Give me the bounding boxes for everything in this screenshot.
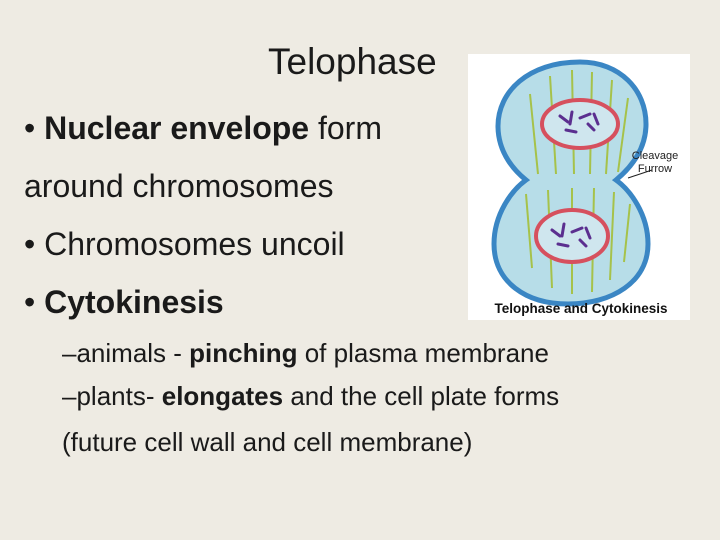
sub-dash: – xyxy=(62,381,77,411)
bullet-nuclear-envelope xyxy=(24,99,464,157)
bullet-chromosomes-uncoil xyxy=(24,215,464,273)
bullet-marker: • xyxy=(24,284,36,320)
label-line: Furrow xyxy=(637,163,673,175)
sub-text: plants- xyxy=(76,381,162,411)
sub-text: of plasma membrane xyxy=(297,338,549,368)
bullet-text: form xyxy=(309,110,382,146)
sub-point-animals xyxy=(62,335,702,371)
figure-caption: Telophase and Cytokinesis xyxy=(494,301,668,316)
sub-point-parenthetical: (future cell wall and cell membrane) xyxy=(62,427,473,457)
nucleus-top xyxy=(542,100,618,148)
slide-title: Telophase xyxy=(268,41,437,82)
label-line: Cleavage xyxy=(631,150,679,162)
nucleus-bottom xyxy=(536,210,608,262)
bullet-continuation: around chromosomes xyxy=(24,168,334,204)
bullet-text: Chromosomes uncoil xyxy=(44,226,345,262)
bullet-marker: • xyxy=(24,226,36,262)
sub-point-plants xyxy=(62,378,702,414)
telophase-illustration xyxy=(468,54,690,320)
bold-term: Nuclear envelope xyxy=(44,110,310,146)
sub-text: animals - xyxy=(76,338,190,368)
dividing-cell-drawing xyxy=(468,54,690,320)
bold-term: elongates xyxy=(161,381,284,411)
bullet-cytokinesis xyxy=(24,273,464,331)
bullet-marker: • xyxy=(24,110,36,146)
cleavage-furrow-label xyxy=(622,150,688,176)
bold-term: pinching xyxy=(189,338,298,368)
bullet-list xyxy=(24,99,464,331)
sub-dash: – xyxy=(62,338,77,368)
bold-term: Cytokinesis xyxy=(44,284,224,320)
sub-text: and the cell plate forms xyxy=(283,381,560,411)
